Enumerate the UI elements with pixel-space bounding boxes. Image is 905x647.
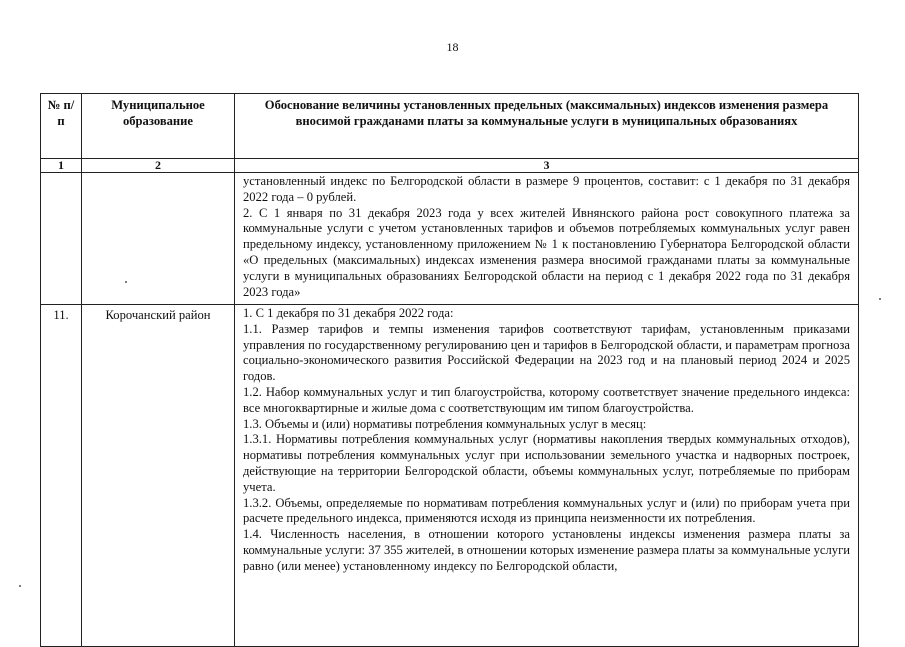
column-number: 2 xyxy=(82,159,235,173)
column-number-row xyxy=(41,159,859,173)
scan-speck xyxy=(879,298,881,300)
row-justification xyxy=(235,173,859,305)
row-justification xyxy=(235,305,859,647)
table-row xyxy=(41,305,859,647)
table-header-row xyxy=(41,94,859,159)
column-number: 1 xyxy=(41,159,82,173)
paragraph: 1.4. Численность населения, в отношении которого установлены индексы изменения размера платы за коммунальные услуги: 37 355 жителей, в отношении которых изменение размера платы за коммунальные услуги равно (или менее) установленному индексу по Белгородской области, xyxy=(243,527,850,573)
row-num: 11. xyxy=(41,305,82,647)
paragraph: установленный индекс по Белгородской области в размере 9 процентов, составит: с 1 декабря по 31 декабря 2022 года – 0 рублей. xyxy=(243,174,850,204)
column-number: 3 xyxy=(235,159,859,173)
row-num xyxy=(41,173,82,305)
paragraph: 1.1. Размер тарифов и темпы изменения тарифов соответствуют тарифам, установленным приказами управления по государственному регулированию цен и тарифов в Белгородской области, и параметрам прогноза социально-экономического развития Российской Федерации на 2023 год и на плановый период 2024 и 2025 годов. xyxy=(243,321,850,384)
table-row xyxy=(41,173,859,305)
paragraph: 1.3. Объемы и (или) нормативы потребления коммунальных услуг в месяц: xyxy=(243,416,647,431)
header-num: № п/п xyxy=(41,94,82,159)
paragraph: 1.3.1. Нормативы потребления коммунальных услуг (нормативы накопления твердых коммунальных отходов), нормативы потребления коммунальных услуг при использовании земельного участка и надворных построек, действующие на территории Белгородской области, объемы коммунальных услуг, потребляемые по приборам учета. xyxy=(243,432,850,494)
page-number: 18 xyxy=(446,40,459,54)
scan-speck xyxy=(125,281,127,283)
paragraph: 1.2. Набор коммунальных услуг и тип благоустройства, которому соответствует значение предельного индекса: все многоквартирные и жилые дома с соответствующим им типом благоустройства. xyxy=(243,384,850,415)
row-municipality: Корочанский район xyxy=(82,305,235,647)
justification-table xyxy=(40,93,859,647)
paragraph: 2. С 1 января по 31 декабря 2023 года у всех жителей Ивнянского района рост совокупного платежа за коммунальные услуги с учетом установленных тарифов и объемов потребляемых коммунальных услуг равен предельному индексу, установленному приложением № 1 к постановлению Губернатора Белгородской области «О предельных (максимальных) индексах изменения размера вносимой гражданами платы за коммунальные услуги в муниципальных образованиях Белгородской области на период с 1 декабря 2022 года по 31 декабря 2023 года» xyxy=(243,205,850,299)
header-justification: Обоснование величины установленных предельных (максимальных) индексов изменения размера вносимой гражданами платы за коммунальные услуги в муниципальных образованиях xyxy=(235,94,859,159)
header-municipality: Муниципальное образование xyxy=(82,94,235,159)
row-municipality xyxy=(82,173,235,305)
scan-speck xyxy=(19,585,21,587)
paragraph: 1. С 1 декабря по 31 декабря 2022 года: xyxy=(243,306,454,320)
paragraph: 1.3.2. Объемы, определяемые по нормативам потребления коммунальных услуг и (или) по приборам учета при расчете предельного индекса, применяются исходя из принципа неизменности их потребления. xyxy=(243,495,850,526)
